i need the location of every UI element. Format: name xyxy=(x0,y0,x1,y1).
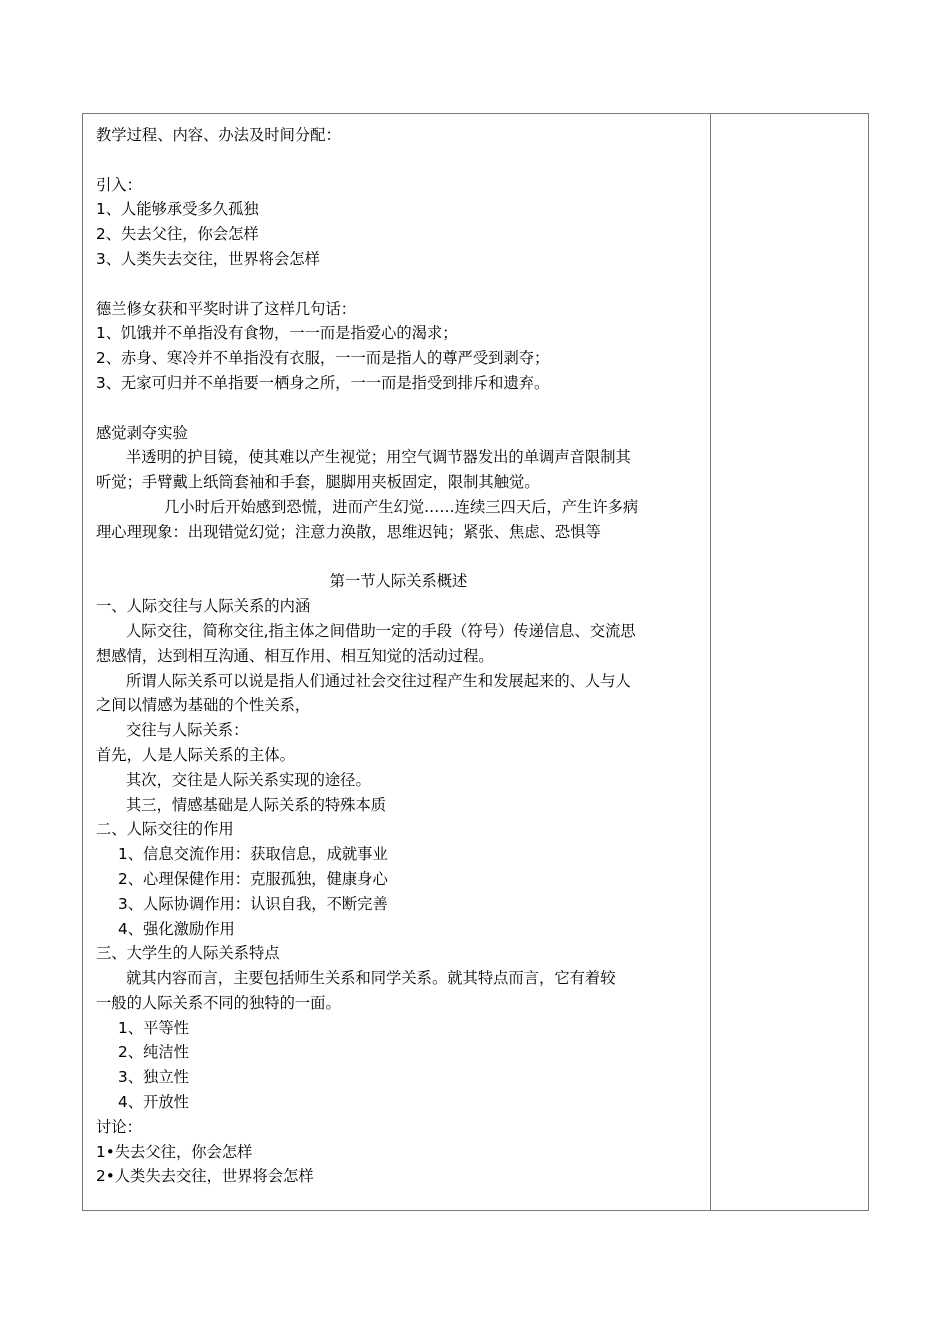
quote-item: 2、赤身、寒冷并不单指没有衣服，一一而是指人的尊严受到剥夺； xyxy=(96,349,550,368)
part1-paragraph: 其三，情感基础是人际关系的特殊本质 xyxy=(126,795,387,814)
experiment-paragraph: 几小时后开始感到恐慌，进而产生幻觉……连续三四天后，产生许多病 xyxy=(164,497,639,516)
intro-item: 3、人类失去交往，世界将会怎样 xyxy=(96,249,320,268)
part1-paragraph: 其次，交往是人际关系实现的途径。 xyxy=(126,770,371,789)
part3-title: 三、大学生的人际关系特点 xyxy=(96,944,280,963)
part1-title: 一、人际交往与人际关系的内涵 xyxy=(96,597,311,616)
part1-paragraph: 想感情，达到相互沟通、相互作用、相互知觉的活动过程。 xyxy=(96,646,494,665)
part1-paragraph: 之间以情感为基础的个性关系， xyxy=(96,696,311,715)
intro-item: 2、失去父往，你会怎样 xyxy=(96,225,259,244)
part2-item: 1、信息交流作用：获取信息，成就事业 xyxy=(118,845,388,864)
part2-item: 4、强化激励作用 xyxy=(118,919,235,938)
quote-item: 3、无家可归并不单指要一栖身之所，一一而是指受到排斥和遗弃。 xyxy=(96,373,550,392)
lesson-table xyxy=(82,113,869,1211)
quote-title: 德兰修女获和平奖时讲了这样几句话： xyxy=(96,299,357,318)
part3-paragraph: 就其内容而言，主要包括师生关系和同学关系。就其特点而言，它有着较 xyxy=(126,969,616,988)
experiment-paragraph: 半透明的护目镜，使其难以产生视觉；用空气调节器发出的单调声音限制其 xyxy=(126,448,631,467)
part1-paragraph: 所谓人际关系可以说是指人们通过社会交往过程产生和发展起来的、人与人 xyxy=(126,671,631,690)
part3-item: 4、开放性 xyxy=(118,1093,189,1112)
part3-paragraph: 一般的人际关系不同的独特的一面。 xyxy=(96,993,341,1012)
discussion-item: 1•失去父往，你会怎样 xyxy=(96,1142,253,1161)
part1-paragraph: 交往与人际关系： xyxy=(126,721,249,740)
discussion-title: 讨论： xyxy=(96,1117,142,1136)
experiment-paragraph: 听觉；手臂戴上纸筒套袖和手套，腿脚用夹板固定，限制其触觉。 xyxy=(96,473,540,492)
section-title: 第一节人际关系概述 xyxy=(329,572,468,591)
part1-paragraph: 首先，人是人际关系的主体。 xyxy=(96,745,295,764)
part2-item: 3、人际协调作用：认识自我，不断完善 xyxy=(118,894,388,913)
part3-item: 3、独立性 xyxy=(118,1068,189,1087)
experiment-paragraph: 理心理现象：出现错觉幻觉；注意力涣散，思维迟钝；紧张、焦虑、恐惧等 xyxy=(96,522,601,541)
intro-item: 1、人能够承受多久孤独 xyxy=(96,200,259,219)
part2-item: 2、心理保健作用：克服孤独，健康身心 xyxy=(118,869,388,888)
part1-paragraph: 人际交往，简称交往,指主体之间借助一定的手段（符号）传递信息、交流思 xyxy=(126,621,636,640)
notes-cell xyxy=(711,114,868,1210)
discussion-item: 2•人类失去交往，世界将会怎样 xyxy=(96,1167,314,1186)
quote-item: 1、饥饿并不单指没有食物，一一而是指爱心的渴求； xyxy=(96,324,458,343)
experiment-title: 感觉剥夺实验 xyxy=(96,423,188,442)
part2-title: 二、人际交往的作用 xyxy=(96,820,234,839)
content-cell xyxy=(96,123,701,1189)
intro-title: 引入： xyxy=(96,175,142,194)
part3-item: 2、纯洁性 xyxy=(118,1043,189,1062)
part3-item: 1、平等性 xyxy=(118,1018,189,1037)
heading: 教学过程、内容、办法及时间分配： xyxy=(96,126,341,144)
